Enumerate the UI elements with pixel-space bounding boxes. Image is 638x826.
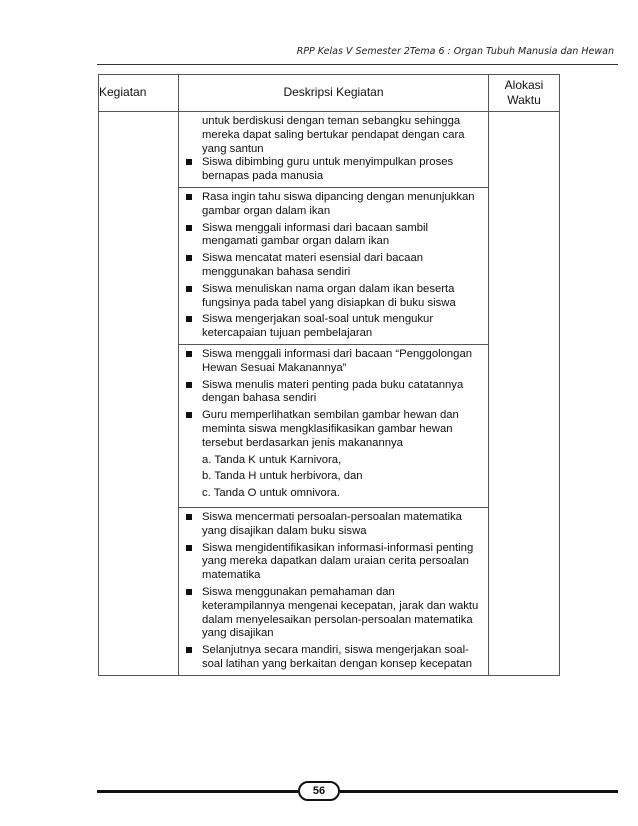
footer-rule-left [97, 790, 298, 793]
classification-sublist [179, 454, 480, 501]
table-header-row [99, 75, 560, 112]
square-bullet-icon [186, 351, 192, 357]
table-row [99, 112, 560, 676]
alokasi-cell [489, 112, 560, 676]
activity-table [98, 74, 560, 676]
list-item: Rasa ingin tahu siswa dipancing dengan menunjukkan gambar organ dalam ikan [179, 191, 480, 219]
list-item: Siswa menuliskan nama organ dalam ikan beserta fungsinya pada tabel yang disiapkan di buku siswa [179, 283, 480, 311]
sub-item: a. Tanda K untuk Karnivora, [202, 453, 342, 466]
sub-item: b. Tanda H untuk herbivora, dan [202, 470, 363, 483]
column-header-alokasi: Alokasi Waktu [489, 75, 560, 112]
deskripsi-cell [179, 112, 489, 676]
running-header: RPP Kelas V Semester 2Tema 6 : Organ Tubuh Manusia dan Hewan [296, 46, 614, 57]
square-bullet-icon [186, 316, 192, 322]
list-item: Siswa menggali informasi dari bacaan “Penggolongan Hewan Sesuai Makanannya” [179, 348, 480, 376]
kegiatan-cell [99, 112, 179, 676]
list-item: Siswa mencatat materi esensial dari bacaan menggunakan bahasa sendiri [179, 252, 480, 280]
column-header-kegiatan: Kegiatan [99, 75, 179, 112]
list-item: Siswa dibimbing guru untuk menyimpulkan proses bernapas pada manusia [179, 156, 480, 184]
list-item: Siswa menggunakan pemahaman dan keterampilannya mengenai kecepatan, jarak dan waktu dalam menyelesaikan persolan-persoalan matematika yang disajikan [179, 586, 480, 641]
footer-rule-right [340, 790, 618, 793]
description-block-2 [179, 187, 488, 344]
description-block-3 [179, 344, 488, 507]
square-bullet-icon [186, 286, 192, 292]
square-bullet-icon [186, 514, 192, 520]
square-bullet-icon [186, 194, 192, 200]
page-number: 56 [298, 781, 340, 801]
header-rule [97, 64, 618, 65]
column-header-deskripsi: Deskripsi Kegiatan [179, 75, 489, 112]
continuation-text: untuk berdiskusi dengan teman sebangku sehingga mereka dapat saling bertukar pendapat dengan cara yang santun [202, 115, 465, 155]
sub-item: c. Tanda O untuk omnivora. [202, 487, 340, 500]
square-bullet-icon [186, 159, 192, 165]
description-block-4 [179, 507, 488, 675]
square-bullet-icon [186, 412, 192, 418]
list-item: Guru memperlihatkan sembilan gambar hewan dan meminta siswa mengklasifikasikan gambar hewan tersebut berdasarkan jenis makanannya [179, 409, 480, 450]
list-item: Siswa mengerjakan soal-soal untuk mengukur ketercapaian tujuan pembelajaran [179, 313, 480, 341]
list-item: Siswa mengidentifikasikan informasi-informasi penting yang mereka dapatkan dalam uraian cerita persoalan matematika [179, 542, 480, 583]
square-bullet-icon [186, 589, 192, 595]
square-bullet-icon [186, 225, 192, 231]
square-bullet-icon [186, 647, 192, 653]
square-bullet-icon [186, 545, 192, 551]
list-item: Siswa menulis materi penting pada buku catatannya dengan bahasa sendiri [179, 379, 480, 407]
list-item: Siswa mencermati persoalan-persoalan matematika yang disajikan dalam buku siswa [179, 511, 480, 539]
description-block-1 [179, 112, 488, 187]
square-bullet-icon [186, 382, 192, 388]
list-item: Siswa menggali informasi dari bacaan sambil mengamati gambar organ dalam ikan [179, 222, 480, 250]
list-item: Selanjutnya secara mandiri, siswa mengerjakan soal-soal latihan yang berkaitan dengan konsep kecepatan [179, 644, 480, 672]
square-bullet-icon [186, 255, 192, 261]
